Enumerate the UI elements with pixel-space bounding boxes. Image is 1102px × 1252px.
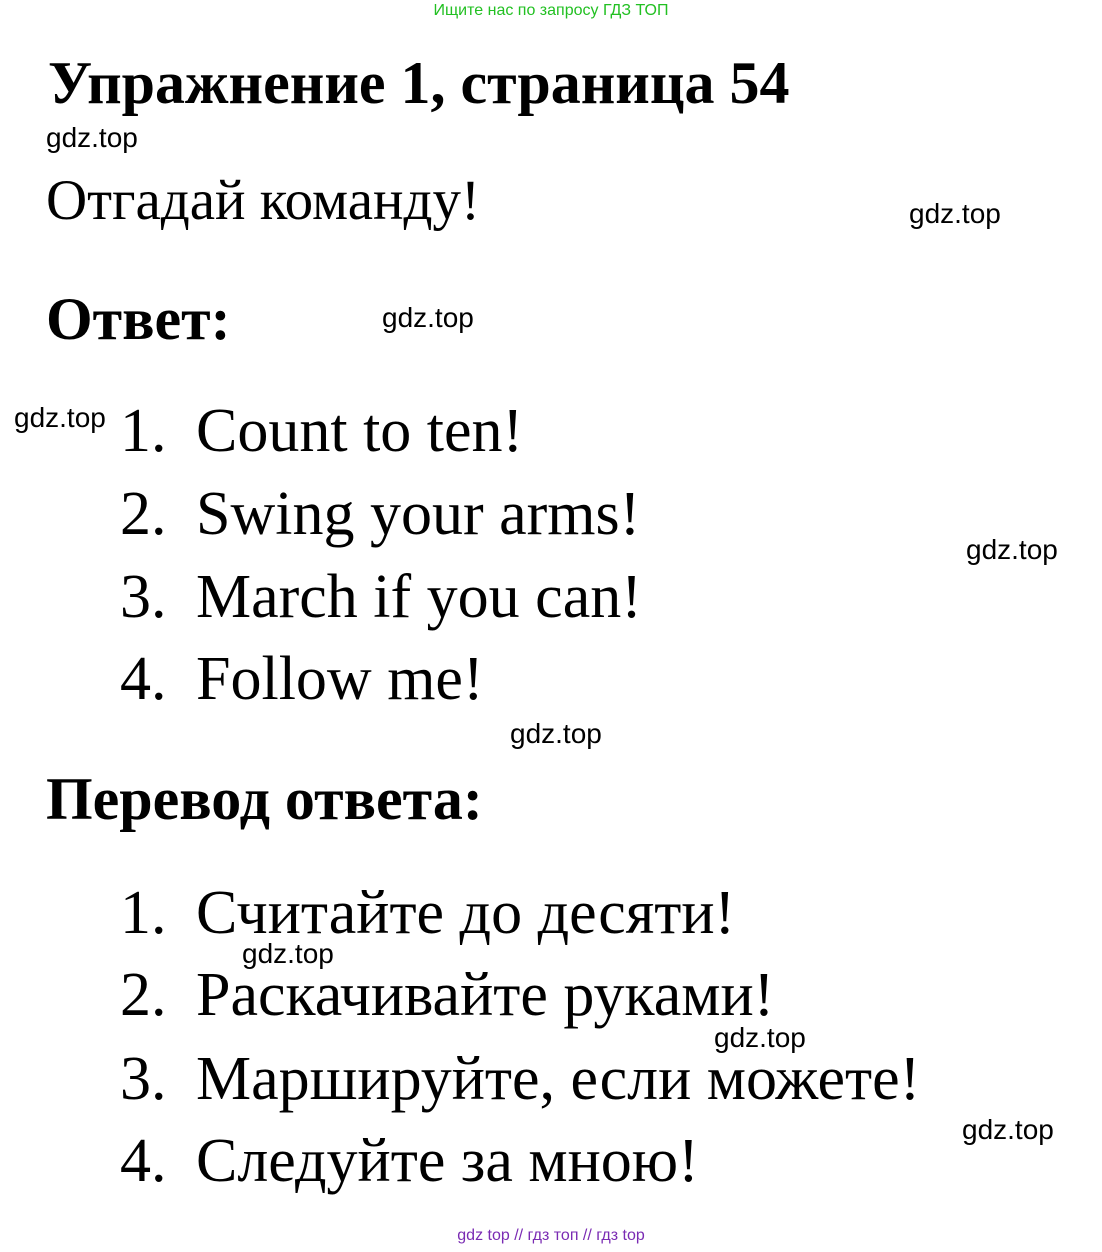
item-text: Маршируйте, если можете! xyxy=(196,1045,921,1113)
item-number: 4. xyxy=(120,1127,167,1195)
translation-item xyxy=(120,878,735,948)
watermark: gdz.top xyxy=(909,198,1001,229)
page-title: Упражнение 1, страница 54 xyxy=(48,50,790,116)
watermark: gdz.top xyxy=(962,1114,1054,1145)
item-number: 1. xyxy=(120,879,167,947)
item-text: Раскачивайте руками! xyxy=(196,961,775,1029)
item-number: 3. xyxy=(120,1045,167,1113)
item-text: Следуйте за мною! xyxy=(196,1127,699,1195)
item-text: Swing your arms! xyxy=(196,480,641,548)
item-number: 3. xyxy=(120,563,167,631)
task-text: Отгадай команду! xyxy=(46,169,480,232)
watermark: gdz.top xyxy=(966,534,1058,565)
item-text: Считайте до десяти! xyxy=(196,879,736,947)
top-banner: Ищите нас по запросу ГДЗ ТОП xyxy=(433,2,669,19)
watermark: gdz.top xyxy=(46,122,138,153)
answer-item xyxy=(120,562,642,632)
item-text: Count to ten! xyxy=(196,397,524,465)
watermark: gdz.top xyxy=(14,402,106,433)
item-text: Follow me! xyxy=(196,645,484,713)
item-number: 2. xyxy=(120,480,167,548)
item-number: 1. xyxy=(120,397,167,465)
answer-item xyxy=(120,644,484,714)
watermark: gdz.top xyxy=(242,938,334,969)
bottom-banner: gdz top // гдз топ // гдз top xyxy=(457,1227,645,1244)
answer-heading: Ответ: xyxy=(46,286,231,352)
translation-item xyxy=(120,960,774,1030)
watermark: gdz.top xyxy=(382,302,474,333)
answer-item xyxy=(120,479,640,549)
item-text: March if you can! xyxy=(196,563,642,631)
translation-item xyxy=(120,1044,920,1114)
answer-item xyxy=(120,396,523,466)
item-number: 2. xyxy=(120,961,167,1029)
watermark: gdz.top xyxy=(714,1022,806,1053)
watermark: gdz.top xyxy=(510,718,602,749)
item-number: 4. xyxy=(120,645,167,713)
translation-heading: Перевод ответа: xyxy=(46,766,483,832)
translation-item xyxy=(120,1126,699,1196)
